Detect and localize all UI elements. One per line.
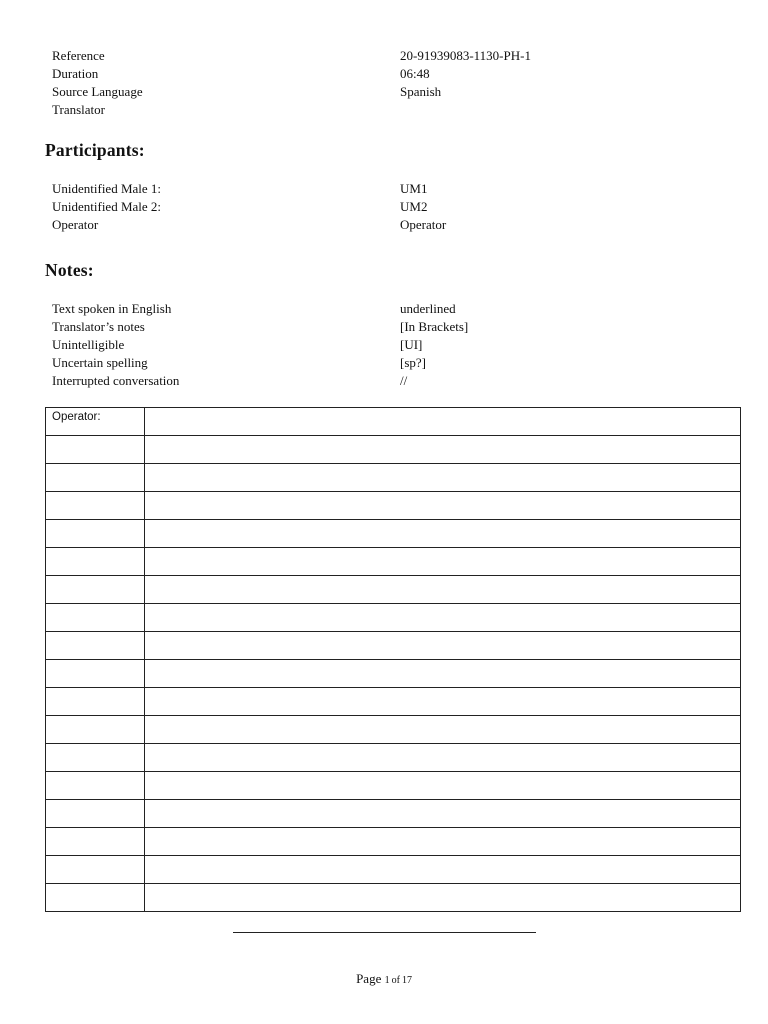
metadata-row-source-language: [52, 83, 712, 101]
translator-label: Translator: [52, 102, 105, 117]
participant-row: [52, 198, 712, 216]
table-row: [46, 492, 741, 520]
notes-heading: Notes:: [45, 260, 94, 280]
note-value: underlined: [400, 301, 456, 316]
utterance-cell: [145, 436, 741, 464]
speaker-cell: [46, 436, 145, 464]
participant-code: UM1: [400, 181, 428, 196]
participant-row: [52, 180, 712, 198]
transcript-body: [46, 408, 741, 912]
utterance-cell: [145, 688, 741, 716]
note-value: [UI]: [400, 337, 423, 352]
transcript-table: [45, 407, 741, 912]
page-number: [0, 971, 768, 987]
table-row: [46, 464, 741, 492]
table-row: [46, 800, 741, 828]
utterance-cell: [145, 548, 741, 576]
utterance-cell: [145, 744, 741, 772]
speaker-cell: [46, 576, 145, 604]
metadata-row-translator: [52, 101, 712, 119]
table-row: [46, 604, 741, 632]
speaker-cell: [46, 688, 145, 716]
table-row: [46, 828, 741, 856]
speaker-cell: [46, 716, 145, 744]
note-label: Interrupted conversation: [52, 373, 180, 388]
header-metadata: [52, 47, 712, 119]
speaker-cell: [46, 660, 145, 688]
utterance-cell: [145, 884, 741, 912]
page-label: Page: [356, 971, 382, 986]
utterance-cell: [145, 576, 741, 604]
note-label: Uncertain spelling: [52, 355, 148, 370]
speaker-cell: [46, 464, 145, 492]
utterance-cell: [145, 520, 741, 548]
speaker-cell: Operator:: [46, 408, 145, 436]
table-row: [46, 576, 741, 604]
speaker-cell: [46, 800, 145, 828]
note-row: [52, 354, 712, 372]
page-of-label: of: [391, 975, 400, 986]
duration-value: 06:48: [400, 66, 430, 81]
notes-list: [52, 300, 712, 390]
reference-label: Reference: [52, 48, 105, 63]
speaker-cell: [46, 772, 145, 800]
participant-code: Operator: [400, 217, 447, 232]
duration-label: Duration: [52, 66, 99, 81]
utterance-cell: [145, 772, 741, 800]
note-row: [52, 318, 712, 336]
table-row: [46, 436, 741, 464]
note-row: [52, 372, 712, 390]
utterance-cell: [145, 660, 741, 688]
table-row: [46, 716, 741, 744]
table-row: [46, 884, 741, 912]
speaker-cell: [46, 520, 145, 548]
metadata-row-duration: [52, 65, 712, 83]
note-row: [52, 300, 712, 318]
utterance-cell: [145, 408, 741, 436]
translator-value: [400, 101, 712, 119]
participant-code: UM2: [400, 199, 428, 214]
note-label: Translator’s notes: [52, 319, 145, 334]
participant-row: [52, 216, 712, 234]
table-row: [46, 744, 741, 772]
note-value: //: [400, 373, 408, 388]
table-row: [46, 408, 741, 436]
participant-label: Unidentified Male 2:: [52, 199, 162, 214]
metadata-row-reference: [52, 47, 712, 65]
speaker-cell: [46, 492, 145, 520]
table-row: [46, 632, 741, 660]
utterance-cell: [145, 492, 741, 520]
page-current: 1: [384, 975, 390, 986]
utterance-cell: [145, 716, 741, 744]
footer-divider: [233, 932, 536, 933]
utterance-cell: [145, 828, 741, 856]
participants-list: [52, 180, 712, 234]
table-row: [46, 548, 741, 576]
page-total: 17: [401, 975, 412, 986]
source-language-value: Spanish: [400, 84, 442, 99]
note-label: Text spoken in English: [52, 301, 172, 316]
note-label: Unintelligible: [52, 337, 125, 352]
speaker-cell: [46, 828, 145, 856]
utterance-cell: [145, 464, 741, 492]
reference-value: 20-91939083-1130-PH-1: [400, 48, 531, 63]
table-row: [46, 520, 741, 548]
speaker-cell: [46, 744, 145, 772]
table-row: [46, 856, 741, 884]
utterance-cell: [145, 604, 741, 632]
speaker-cell: [46, 856, 145, 884]
utterance-cell: [145, 800, 741, 828]
participants-heading: Participants:: [45, 140, 145, 160]
participant-label: Unidentified Male 1:: [52, 181, 162, 196]
note-value: [sp?]: [400, 355, 426, 370]
table-row: [46, 688, 741, 716]
note-row: [52, 336, 712, 354]
utterance-cell: [145, 632, 741, 660]
table-row: [46, 660, 741, 688]
speaker-cell: [46, 632, 145, 660]
note-value: [In Brackets]: [400, 319, 469, 334]
table-row: [46, 772, 741, 800]
utterance-cell: [145, 856, 741, 884]
speaker-cell: [46, 604, 145, 632]
source-language-label: Source Language: [52, 84, 143, 99]
speaker-cell: [46, 548, 145, 576]
participant-label: Operator: [52, 217, 99, 232]
speaker-cell: [46, 884, 145, 912]
